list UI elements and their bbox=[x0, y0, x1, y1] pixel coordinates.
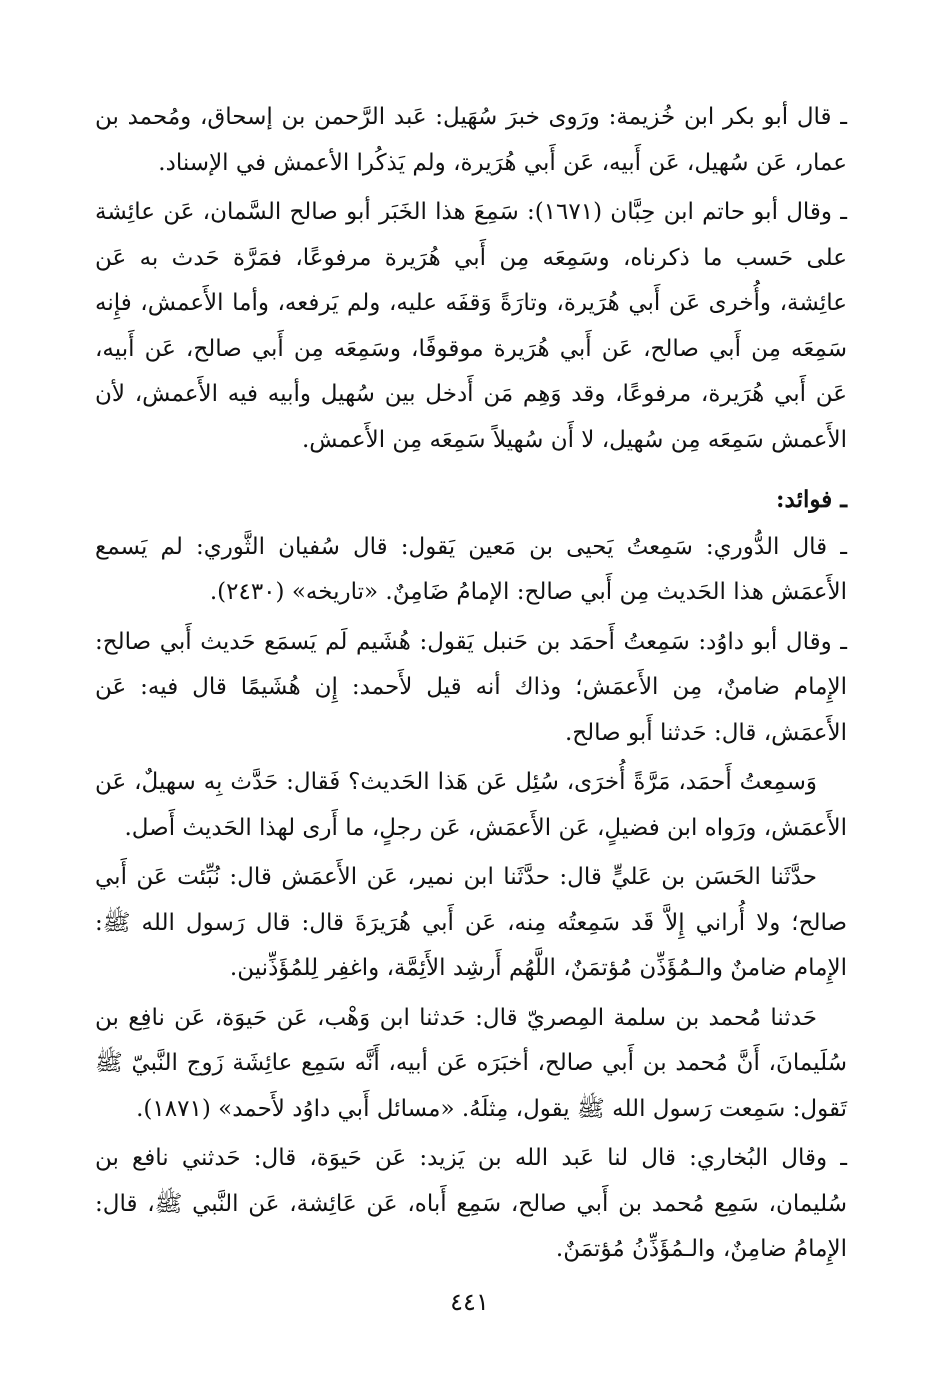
paragraph-ahmad-second: وَسمِعتُ أَحمَد، مَرَّةً أُخرَى، سُئِل عَن هَذا الحَديث؟ فَقال: حَدَّث بِه سهيلٌ، عَن الأَعمَش، ورَواه ابن فضيلٍ، عَن الأَعمَش، عَن رجلٍ، ما أَرى لهذا الحَديث أَصل. bbox=[95, 769, 847, 841]
paragraph-ibn-hibban: ـ وقال أبو حاتم ابن حِبَّان (١٦٧١): سَمِعَ هذا الخَبَر أبو صالح السَّمان، عَن عائِشة على حَسب ما ذكرناه، وسَمِعَه مِن أَبي هُرَيرة مرفوعًا، فمَرَّة حَدث به عَن عائِشة، وأُخرى عَن أَبي هُرَيرة، وتارَةً وَقفَه عليه، ولم يَرفعه، وأما الأَعمش، فإِنه سَمِعَه مِن أَبي صالح، عَن أَبي هُرَيرة موقوفًا، وسَمِعَه مِن أَبي صالح، عَن أَبيه، عَن أَبي هُرَيرة، مرفوعًا، وقد وَهِم مَن أَدخل بين سُهيل وأبيه فيه الأَعمش، لأن الأَعمش سَمِعَه مِن سُهيل، لا أَن سُهيلاً سَمِعَه مِن الأَعمش. bbox=[95, 199, 847, 453]
paragraph-abu-dawud: ـ وقال أبو داوُد: سَمِعتُ أَحمَد بن حَنبل يَقول: هُشَيم لَم يَسمَع حَديث أَبي صالح: الإِمام ضامنٌ، مِن الأَعمَش؛ وذاك أنه قيل لأَحمد: إِن هُشَيمًا قال فيه: عَن الأَعمَش، قال: حَدثنا أَبو صالح. bbox=[95, 628, 847, 746]
paragraph-al-duri: ـ قال الدُّوري: سَمِعتُ يَحيى بن مَعين يَقول: قال سُفيان الثَّوري: لم يَسمع الأَعمَش هذا الحَديث مِن أَبي صالح: الإمامُ ضَامِنٌ. «تاريخه» (٢٤٣٠). bbox=[95, 533, 847, 605]
paragraph-al-bukhari: ـ وقال البُخاري: قال لنا عَبد الله بن يَزيد: عَن حَيوَة، قال: حَدثني نافع بن سُليمان، سَمِع مُحمد بن أَبي صالح، سَمِع أَباه، عَن عَائِشة، عَن النَّبي ﷺ، قال: الإِمامُ ضامِنٌ، والـمُؤَذِّنُ مُؤتمَنٌ. bbox=[95, 1145, 847, 1262]
paragraph-ibn-khuzaymah: ـ قال أبو بكر ابن خُزيمة: ورَوى خبرَ سُهَيل: عَبد الرَّحمن بن إسحاق، ومُحمد بن عمار، عَن سُهيل، عَن أَبيه، عَن أَبي هُرَيرة، ولم يَذكُرا الأعمش في الإسناد. bbox=[95, 104, 847, 176]
page-body bbox=[95, 95, 847, 1277]
paragraph-muhammad-ibn-salamah: حَدثنا مُحمد بن سلمة المِصريّ قال: حَدثنا ابن وَهْب، عَن حَيوَة، عَن نافِع بن سُلَيمانَ، أَنَّ مُحمد بن أَبي صالح، أخبَرَه عَن أبيه، أَنَّه سَمِع عائِشَة زَوج النَّبيّ ﷺ تَقول: سَمِعت رَسول الله ﷺ يقول، مِثلَهُ. «مسائل أَبي داوُد لأَحمد» (١٨٧١). bbox=[95, 1004, 847, 1122]
paragraph-hasan-ibn-ali: حدَّثَنا الحَسَن بن عَليٍّ قال: حدَّثَنا ابن نمير، عَن الأَعمَش قال: نُبِّئت عَن أَبي صالح؛ ولا أُراني إِلاَّ قَد سَمِعتُه مِنه، عَن أَبي هُرَيرَةَ قال: قال رَسول الله ﷺ: الإِمام ضامنٌ والـمُؤَذِّن مُؤتمَنٌ، اللَّهُم أَرشِد الأَئِمَّة، واغفِر لِلمُؤَذِّنين. bbox=[95, 864, 847, 981]
page-number: ٤٤١ bbox=[450, 1288, 489, 1316]
section-heading-fawaid: ـ فوائد: bbox=[776, 486, 847, 513]
